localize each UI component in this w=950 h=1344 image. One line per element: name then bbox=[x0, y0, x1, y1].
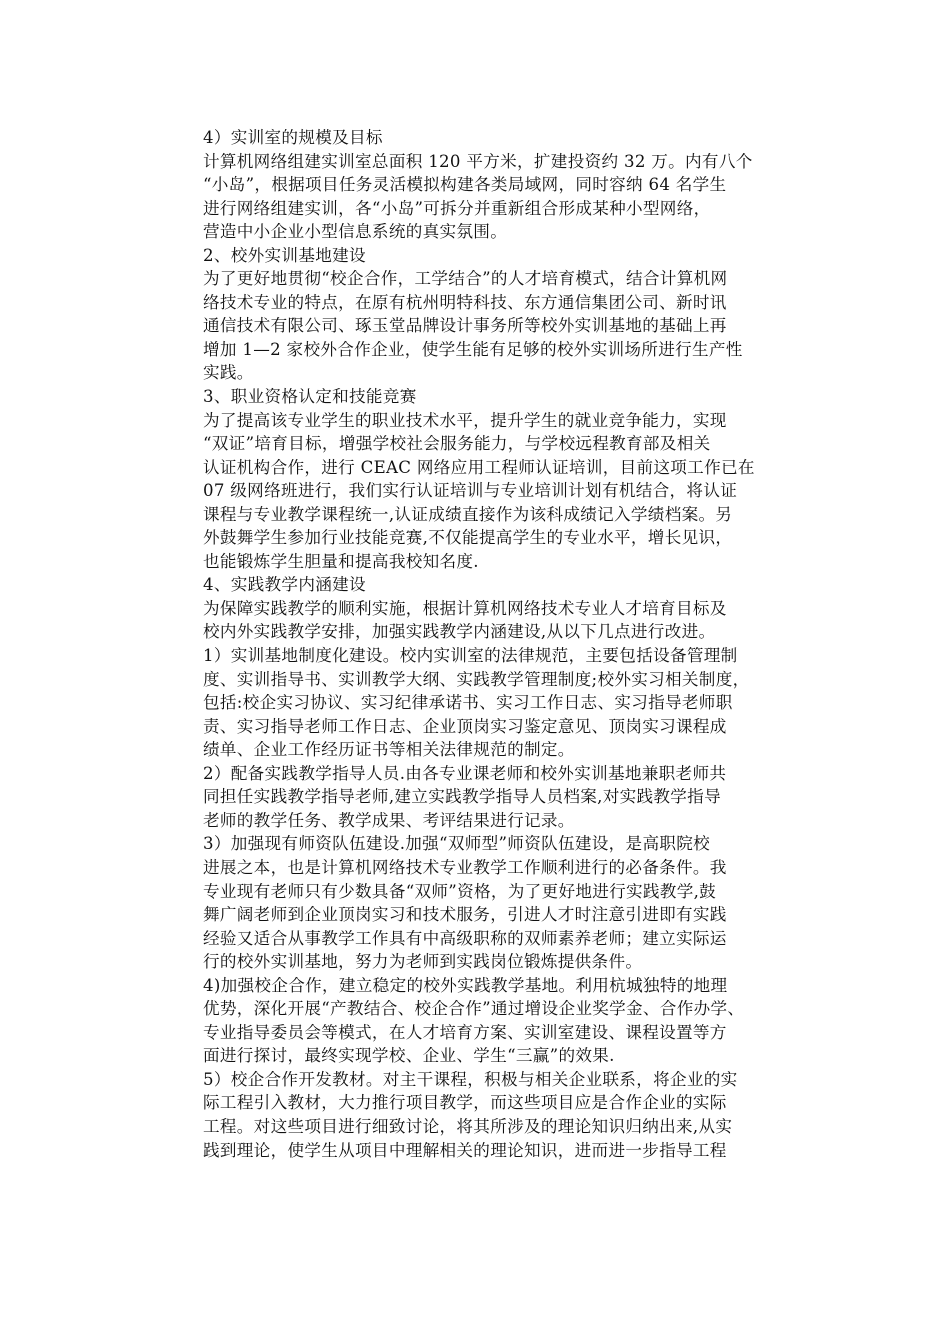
paragraph-line: 计算机网络组建实训室总面积 120 平方米，扩建投资约 32 万。内有八个 bbox=[203, 151, 753, 171]
paragraph-line: 进展之本，也是计算机网络技术专业教学工作顺利进行的必备条件。我 bbox=[203, 857, 727, 877]
heading-lab-scale: 4）实训室的规模及目标 bbox=[203, 128, 383, 147]
paragraph-line: 为保障实践教学的顺利实施，根据计算机网络技术专业人才培育目标及 bbox=[203, 598, 727, 618]
heading-offcampus-base: 2、校外实训基地建设 bbox=[203, 245, 366, 265]
paragraph-line: 3）加强现有师资队伍建设.加强“双师型”师资队伍建设，是高职院校 bbox=[203, 834, 711, 854]
paragraph-line: 同担任实践教学指导老师,建立实践教学指导人员档案,对实践教学指导 bbox=[203, 787, 721, 807]
paragraph-line: 1）实训基地制度化建设。校内实训室的法律规范，主要包括设备管理制 bbox=[203, 646, 738, 666]
heading-qualification: 3、职业资格认定和技能竞赛 bbox=[203, 387, 417, 407]
paragraph-line: 行的校外实训基地，努力为老师到实践岗位锻炼提供条件。 bbox=[203, 952, 643, 972]
paragraph-line: 外鼓舞学生参加行业技能竞赛,不仅能提高学生的专业水平，增长见识， bbox=[203, 528, 733, 548]
paragraph-line: 认证机构合作，进行 CEAC 网络应用工程师认证培训，目前这项工作已在 bbox=[203, 457, 755, 477]
paragraph-line: 进行网络组建实训，各“小岛”可拆分并重新组合形成某种小型网络， bbox=[203, 198, 711, 218]
paragraph-line: “小岛”，根据项目任务灵活模拟构建各类局域网，同时容纳 64 名学生 bbox=[203, 175, 727, 195]
paragraph-line: 5）校企合作开发教材。对主干课程，积极与相关企业联系，将企业的实 bbox=[203, 1069, 738, 1089]
paragraph-line: 度、实训指导书、实训教学大纲、实践教学管理制度;校外实习相关制度， bbox=[203, 669, 750, 689]
document-body bbox=[203, 126, 823, 1162]
paragraph-line: 舞广阔老师到企业顶岗实习和技术服务，引进人才时注意引进即有实践 bbox=[203, 905, 727, 925]
paragraph-line: 为了提高该专业学生的职业技术水平，提升学生的就业竞争能力，实现 bbox=[203, 410, 727, 430]
paragraph-line: 经验又适合从事教学工作具有中高级职称的双师素养老师；建立实际运 bbox=[203, 928, 727, 948]
paragraph-line: 增加 1—2 家校外合作企业，使学生能有足够的校外实训场所进行生产性 bbox=[203, 339, 743, 359]
paragraph-line: 实践。 bbox=[203, 363, 254, 383]
paragraph-line: 老师的教学任务、教学成果、考评结果进行记录。 bbox=[203, 810, 575, 830]
paragraph-line: 也能锻炼学生胆量和提高我校知名度. bbox=[203, 551, 479, 571]
paragraph-line: 为了更好地贯彻“校企合作，工学结合”的人才培育模式，结合计算机网 bbox=[203, 269, 728, 289]
paragraph-line: “双证”培育目标，增强学校社会服务能力，与学校远程教育部及相关 bbox=[203, 434, 711, 454]
paragraph-line: 工程。对这些项目进行细致讨论，将其所涉及的理论知识归纳出来,从实 bbox=[203, 1116, 733, 1136]
paragraph-line: 专业指导委员会等模式，在人才培育方案、实训室建设、课程设置等方 bbox=[203, 1022, 727, 1042]
paragraph-line: 营造中小企业小型信息系统的真实氛围。 bbox=[203, 222, 508, 242]
paragraph-line: 践到理论，使学生从项目中理解相关的理论知识，进而进一步指导工程 bbox=[203, 1140, 727, 1160]
heading-practice-teaching: 4、实践教学内涵建设 bbox=[203, 575, 366, 595]
paragraph-line: 课程与专业教学课程统一,认证成绩直接作为该科成绩记入学绩档案。另 bbox=[203, 504, 733, 524]
paragraph-line: 络技术专业的特点，在原有杭州明特科技、东方通信集团公司、新时讯 bbox=[203, 292, 727, 312]
paragraph-line: 07 级网络班进行，我们实行认证培训与专业培训计划有机结合，将认证 bbox=[203, 481, 738, 501]
paragraph-line: 4)加强校企合作，建立稳定的校外实践教学基地。利用杭城独特的地理 bbox=[203, 975, 728, 995]
paragraph-line: 2）配备实践教学指导人员.由各专业课老师和校外实训基地兼职老师共 bbox=[203, 763, 727, 783]
paragraph-line: 面进行探讨，最终实现学校、企业、学生“三赢”的效果. bbox=[203, 1046, 615, 1066]
paragraph-line: 校内外实践教学安排，加强实践教学内涵建设,从以下几点进行改进。 bbox=[203, 622, 716, 642]
paragraph-line: 责、实习指导老师工作日志、企业顶岗实习鉴定意见、顶岗实习课程成 bbox=[203, 716, 727, 736]
paragraph-line: 优势，深化开展“产教结合、校企合作”通过增设企业奖学金、合作办学、 bbox=[203, 999, 745, 1019]
paragraph-line: 包括:校企实习协议、实习纪律承诺书、实习工作日志、实习指导老师职 bbox=[203, 693, 733, 713]
paragraph-line: 通信技术有限公司、琢玉堂品牌设计事务所等校外实训基地的基础上再 bbox=[203, 316, 727, 336]
paragraph-line: 绩单、企业工作经历证书等相关法律规范的制定。 bbox=[203, 740, 575, 760]
paragraph-line: 专业现有老师只有少数具备“双师”资格，为了更好地进行实践教学,鼓 bbox=[203, 881, 717, 901]
paragraph-line: 际工程引入教材，大力推行项目教学，而这些项目应是合作企业的实际 bbox=[203, 1093, 727, 1113]
